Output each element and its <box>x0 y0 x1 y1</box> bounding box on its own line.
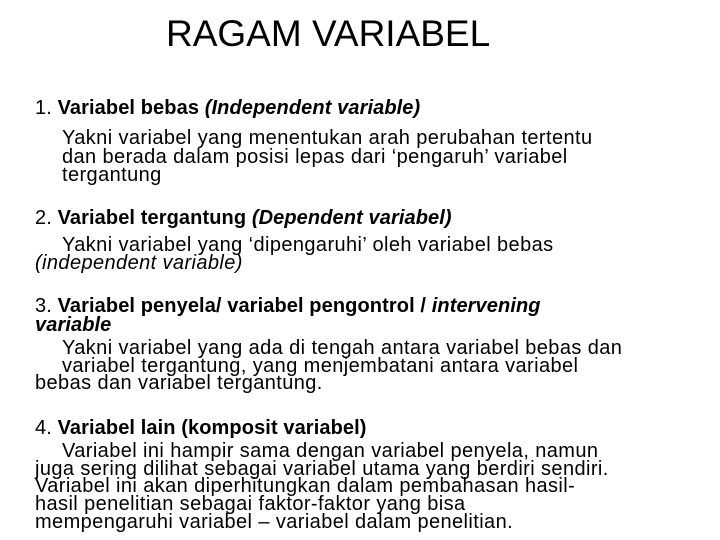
body-line: Variabel ini hampir sama dengan variabel penyela, namun <box>62 440 599 462</box>
slide-title: RAGAM VARIABEL <box>166 13 491 54</box>
body-line: mempengaruhi variabel – variabel dalam penelitian. <box>35 511 514 533</box>
body-line: tergantung <box>62 164 162 186</box>
body-line: Variabel ini akan diperhitungkan dalam pembahasan hasil- <box>35 475 576 497</box>
section-heading <box>35 296 541 316</box>
body-line: (independent variable) <box>35 252 243 274</box>
section-heading-text: Variabel lain (komposit variabel) <box>57 417 367 439</box>
section-heading-continuation: variable <box>35 314 112 336</box>
section-number: 1. <box>35 97 52 119</box>
section-heading-text: Variabel tergantung <box>57 207 247 229</box>
section-heading-english: intervening <box>431 295 541 317</box>
body-line: bebas dan variabel tergantung. <box>35 372 323 394</box>
section-heading <box>35 208 452 228</box>
body-line: Yakni variabel yang menentukan arah perubahan tertentu <box>62 127 593 149</box>
section-number: 4. <box>35 417 52 439</box>
body-line: dan berada dalam posisi lepas dari ‘pengaruh’ variabel <box>62 146 568 168</box>
section-heading <box>35 418 367 438</box>
body-line: Yakni variabel yang ada di tengah antara variabel bebas dan <box>62 337 623 359</box>
body-line: variabel tergantung, yang menjembatani antara variabel <box>62 355 579 377</box>
section-heading-text: Variabel penyela/ variabel pengontrol / <box>57 295 427 317</box>
section-heading-english: (Independent variable) <box>204 97 421 119</box>
section-heading <box>35 98 420 118</box>
body-line: hasil penelitian sebagai faktor-faktor yang bisa <box>35 493 466 515</box>
section-heading-text: Variabel bebas <box>57 97 200 119</box>
body-line: Yakni variabel yang ‘dipengaruhi’ oleh variabel bebas <box>62 234 554 256</box>
section-heading-english: (Dependent variabel) <box>251 207 452 229</box>
section-number: 3. <box>35 295 52 317</box>
section-number: 2. <box>35 207 52 229</box>
body-line: juga sering dilihat sebagai variabel utama yang berdiri sendiri. <box>35 458 609 480</box>
